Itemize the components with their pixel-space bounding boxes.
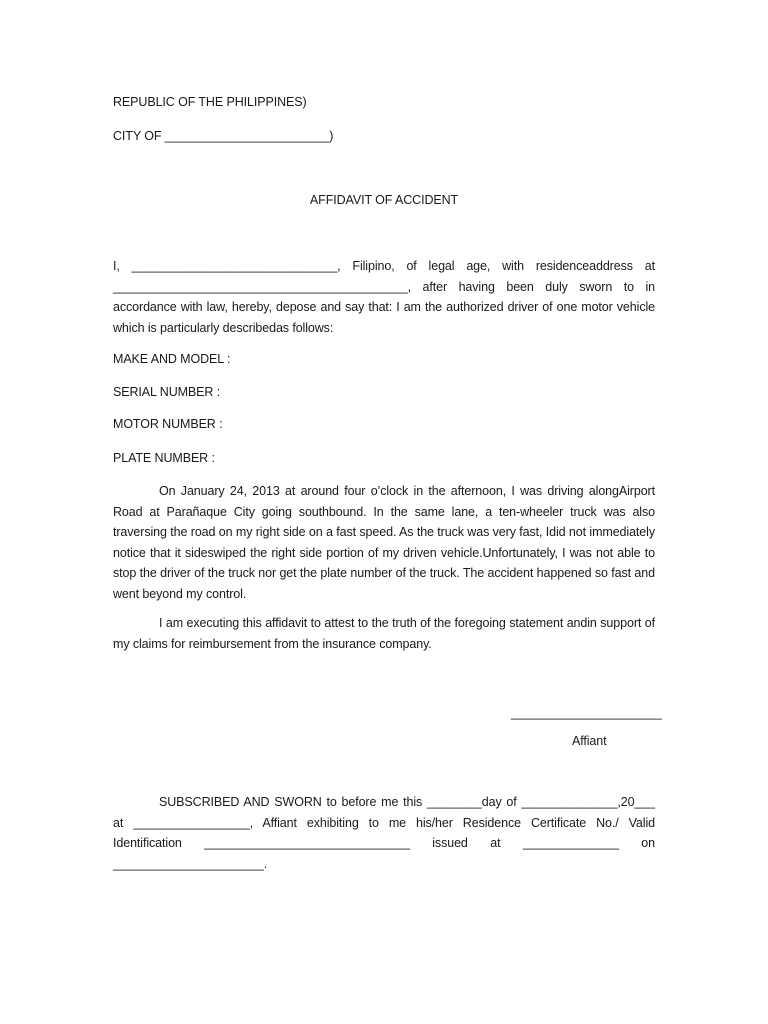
attestation-paragraph: I am executing this affidavit to attest to the truth of the foregoing statement andin support of my claims for reimbursement from the insurance company. — [113, 616, 655, 651]
intro-paragraph: I, ______________________________, Filipino, of legal age, with residenceaddress at ___________________________________________, after having been duly sworn to in accordance with law, hereby, depose and say that: I am the authorized driver of one motor vehicle which is particularly describedas follows: — [113, 259, 655, 335]
subscribed-sworn-paragraph: SUBSCRIBED AND SWORN to before me this ________day of ______________,20___ at _________________, Affiant exhibiting to me his/her Residence Certificate No./ Valid Identification ______________________________ issued at ______________ on ______________________. — [113, 795, 655, 871]
field-plate-number: PLATE NUMBER : — [113, 451, 215, 465]
header-republic: REPUBLIC OF THE PHILIPPINES) — [113, 95, 307, 109]
accident-narrative-paragraph: On January 24, 2013 at around four o’clock in the afternoon, I was driving alongAirport Road at Parañaque City going southbound. In the same lane, a ten-wheeler truck was also traversing the road on my right side on a fast speed. As the truck was very fast, Idid not immediately notice that it sideswiped the right side portion of my driven vehicle.Unfortunately, I was not able to stop the driver of the truck nor get the plate number of the truck. The accident happened so fast and went beyond my control. — [113, 484, 655, 601]
header-city: CITY OF ________________________) — [113, 129, 334, 143]
document-title: AFFIDAVIT OF ACCIDENT — [309, 193, 459, 207]
field-make-model: MAKE AND MODEL : — [113, 352, 231, 366]
field-serial-number: SERIAL NUMBER : — [113, 385, 221, 399]
signature-line: ______________________ — [511, 706, 662, 720]
affiant-label: Affiant — [572, 734, 607, 748]
field-motor-number: MOTOR NUMBER : — [113, 417, 223, 431]
